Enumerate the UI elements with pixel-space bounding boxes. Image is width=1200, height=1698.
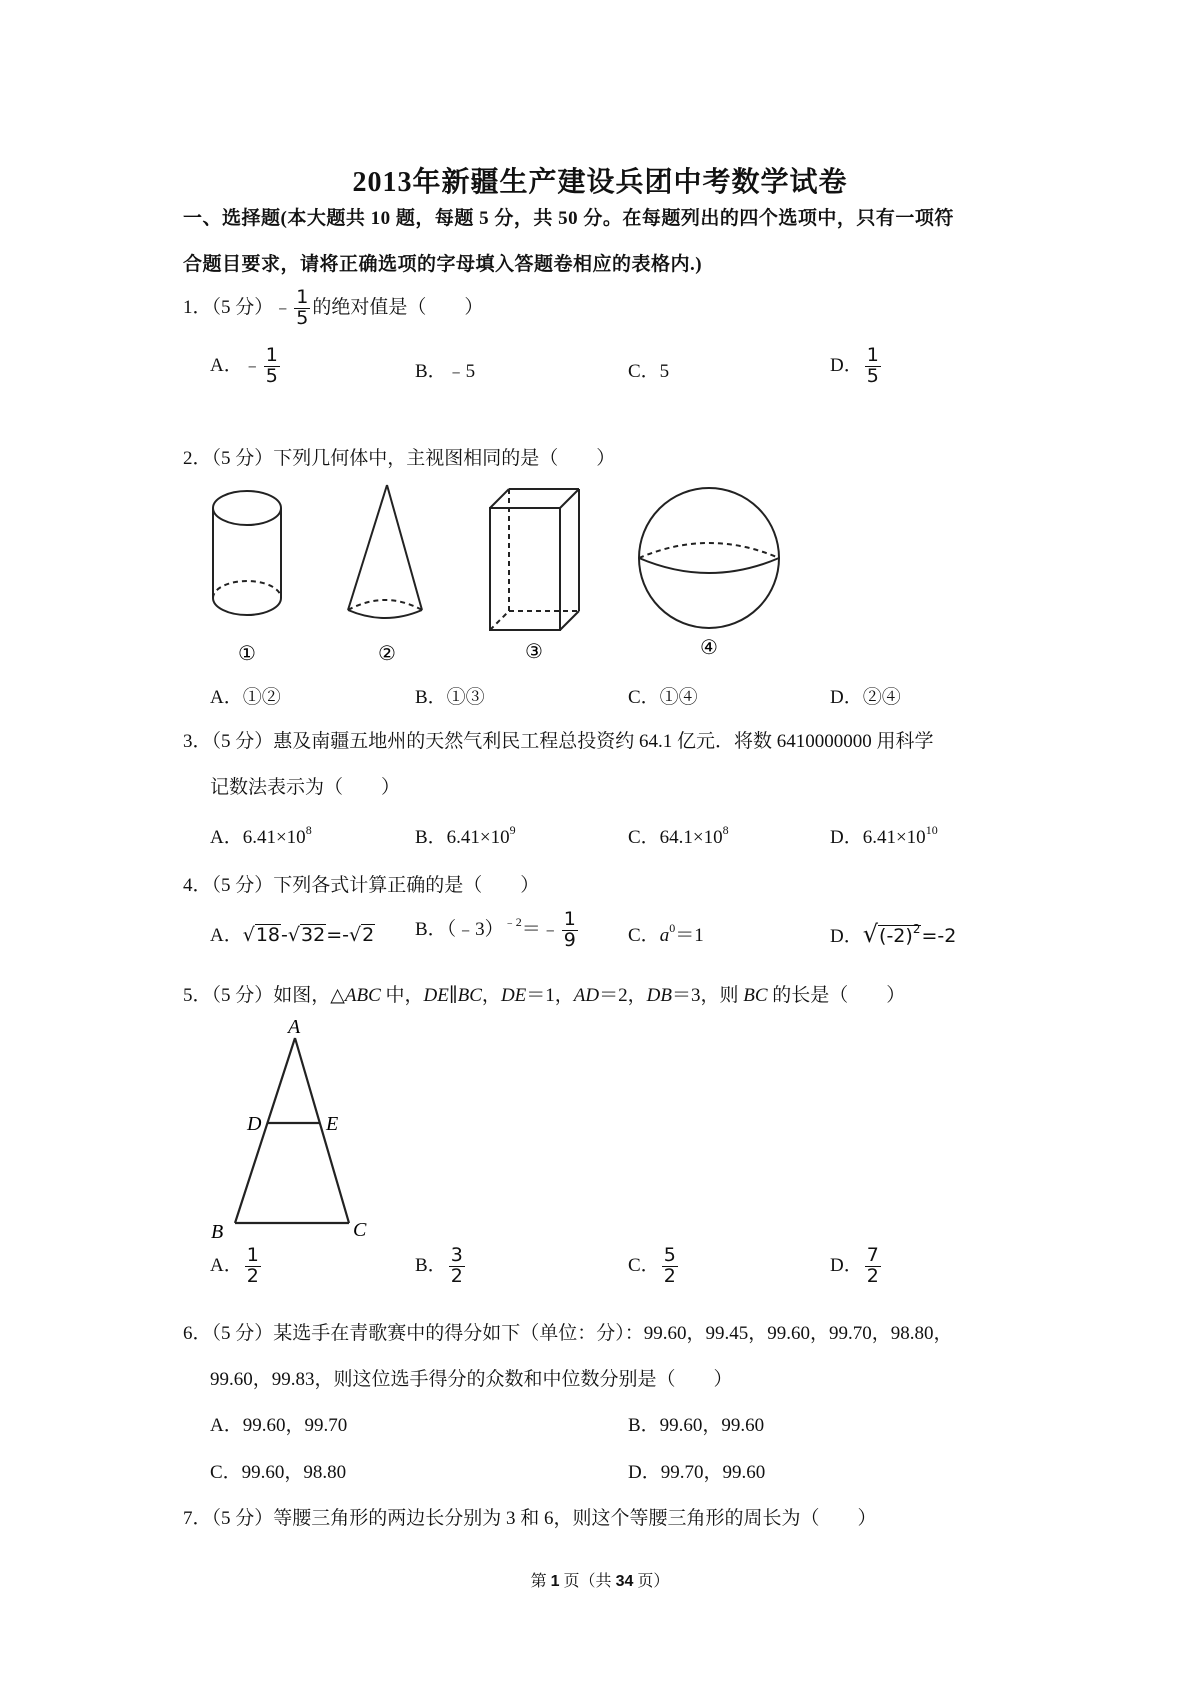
question-3-line2: 记数法表示为（ ）: [210, 777, 401, 798]
point-label-a: A: [288, 1018, 301, 1038]
q4-b-num: 1: [563, 908, 576, 930]
q1-a-fraction: [264, 346, 280, 387]
q5-d-fraction: [865, 1246, 881, 1287]
question-6-line2: 99.60，99.83，则这位选手得分的众数和中位数分别是（ ）: [210, 1369, 733, 1390]
section-heading-line1: 一、选择题(本大题共 10 题，每题 5 分，共 50 分。在每题列出的四个选项中，只有一项符: [183, 208, 954, 229]
q4-b-den: 9: [563, 928, 576, 951]
q1-a-den: 5: [265, 364, 278, 387]
q4-c-var: a: [659, 925, 670, 946]
q4-a-eq: =-: [326, 924, 349, 946]
point-label-c: C: [353, 1219, 367, 1241]
radical-icon: √: [862, 920, 879, 948]
q5-de1: DE: [423, 985, 449, 1006]
q5-d-num: 7: [866, 1244, 879, 1266]
q1-option-b[interactable]: B．﹣5: [415, 361, 476, 382]
q1-d-den: 5: [866, 364, 879, 387]
q1-prefix: 1．（5 分）: [183, 296, 274, 318]
q4-b-fraction: [562, 910, 578, 951]
q5-c-fraction: [662, 1246, 678, 1287]
page-title: 2013年新疆生产建设兵团中考数学试卷: [352, 167, 848, 198]
radical-icon: √: [287, 924, 300, 946]
fig-label-4: ④: [700, 637, 718, 659]
q3-c-base: C．64.1×10: [628, 827, 723, 848]
q5-b-den: 2: [450, 1264, 463, 1287]
q3-option-d[interactable]: [830, 822, 938, 849]
q5-c-num: 5: [663, 1244, 676, 1266]
page-footer: [0, 1568, 1200, 1591]
q5-b-fraction: [449, 1246, 465, 1287]
question-3-line1: 3．（5 分）惠及南疆五地州的天然气利民工程总投资约 64.1 亿元．将数 6410000000 用科学: [183, 731, 934, 752]
q1-d-label: D．: [830, 354, 863, 376]
q5-v1: ＝1，: [526, 985, 574, 1006]
footer-page-number: 1: [550, 1573, 560, 1590]
q6-option-b[interactable]: B．99.60，99.60: [628, 1415, 765, 1436]
q6-option-a[interactable]: A．99.60，99.70: [210, 1415, 348, 1436]
q4-c-eq: ＝1: [675, 925, 704, 946]
footer-total-pages: 34: [615, 1573, 634, 1590]
question-5-stem: [183, 980, 905, 1007]
q5-ad: AD: [573, 985, 600, 1006]
q5-de2: DE: [500, 985, 527, 1006]
q4-option-c[interactable]: [628, 920, 704, 947]
q5-b-label: B．: [415, 1254, 447, 1276]
q5-c-label: C．: [628, 1254, 660, 1276]
q5-bc2: BC: [743, 985, 768, 1006]
q1-fraction: [294, 288, 310, 329]
q5-bc1: BC: [457, 985, 482, 1006]
q3-option-c[interactable]: [628, 822, 729, 849]
radical-icon: √: [242, 924, 255, 946]
q3-option-a[interactable]: [210, 822, 312, 849]
q5-d-label: D．: [830, 1254, 863, 1276]
q5-a-num: 1: [246, 1244, 259, 1266]
q4-d-radicand: [878, 922, 921, 947]
q1-sign: ﹣: [273, 295, 293, 318]
q4-a-r3: 2: [362, 924, 375, 946]
q5-triangle-figure: [205, 1018, 385, 1243]
q4-d-eq: =-2: [921, 925, 957, 947]
q4-b-eq: ＝﹣: [521, 918, 560, 940]
q1-suffix: 的绝对值是（ ）: [312, 296, 484, 318]
q4-a-r1: 18: [255, 924, 281, 946]
q5-stem-pre: 5．（5 分）如图，△: [183, 985, 345, 1006]
q2-option-a[interactable]: A．①②: [210, 687, 281, 708]
q1-den: 5: [296, 306, 309, 329]
q5-parallel: ∥: [448, 985, 458, 1006]
q3-option-b[interactable]: [415, 822, 516, 849]
q4-c-exp: 0: [669, 921, 676, 935]
q4-d-exp: 2: [912, 922, 921, 936]
cone-figure: [348, 485, 422, 618]
point-label-d: D: [247, 1113, 262, 1135]
q4-b-exp: ﹣2: [503, 914, 522, 929]
q4-a-minus: -: [281, 924, 288, 946]
q3-c-exp: 8: [722, 823, 729, 837]
q1-option-a[interactable]: [210, 346, 282, 387]
q1-a-sign: ﹣: [242, 353, 262, 376]
radical-icon: √: [348, 924, 362, 946]
q2-option-c[interactable]: C．①④: [628, 687, 698, 708]
q5-option-d[interactable]: [830, 1246, 883, 1287]
q4-a-r2: 32: [301, 924, 326, 946]
q4-option-a[interactable]: [210, 920, 375, 947]
q3-a-exp: 8: [305, 823, 312, 837]
q2-option-d[interactable]: D．②④: [830, 687, 901, 708]
footer-post: 页）: [633, 1573, 670, 1590]
q4-d-label: D．: [830, 926, 863, 947]
fig-label-3: ③: [525, 641, 543, 663]
footer-pre: 第: [530, 1573, 551, 1590]
q5-option-b[interactable]: [415, 1246, 467, 1287]
q5-mid1: 中，: [380, 985, 424, 1006]
q3-b-exp: 9: [509, 823, 516, 837]
q5-abc: ABC: [344, 985, 381, 1006]
sphere-figure: [639, 488, 779, 628]
q4-c-label: C．: [628, 925, 660, 946]
fig-label-1: ①: [238, 643, 256, 665]
q5-b-num: 3: [450, 1244, 463, 1266]
q5-db: DB: [646, 985, 672, 1006]
q5-a-label: A．: [210, 1254, 243, 1276]
cylinder-figure: [213, 491, 281, 615]
question-2-stem: 2．（5 分）下列几何体中，主视图相同的是（ ）: [183, 448, 616, 469]
q5-c1: ，: [481, 985, 501, 1006]
q3-d-base: D．6.41×10: [830, 827, 926, 848]
question-7-stem: 7．（5 分）等腰三角形的两边长分别为 3 和 6，则这个等腰三角形的周长为（ ）: [183, 1508, 877, 1529]
q4-option-b[interactable]: [415, 910, 580, 951]
q1-option-c[interactable]: C．5: [628, 361, 670, 382]
q3-b-base: B．6.41×10: [415, 827, 510, 848]
q5-option-c[interactable]: [628, 1246, 680, 1287]
q5-c-den: 2: [663, 1264, 676, 1287]
point-label-b: B: [211, 1221, 224, 1243]
q5-option-a[interactable]: [210, 1246, 263, 1287]
q1-a-num: 1: [265, 344, 278, 366]
q6-option-c[interactable]: C．99.60，98.80: [210, 1462, 347, 1483]
q4-d-inner: (-2): [879, 925, 913, 947]
q4-b-label: B．（﹣3）: [415, 918, 504, 940]
question-6-line1: 6．（5 分）某选手在青歌赛中的得分如下（单位：分）：99.60，99.45，99.60，99.70，98.80，: [183, 1323, 953, 1344]
q6-option-d[interactable]: D．99.70，99.60: [628, 1462, 766, 1483]
q5-d-den: 2: [866, 1264, 879, 1287]
q4-a-label: A．: [210, 925, 243, 946]
q3-a-base: A．6.41×10: [210, 827, 306, 848]
fig-label-2: ②: [378, 643, 396, 665]
q3-d-exp: 10: [925, 823, 938, 837]
q5-a-den: 2: [246, 1264, 259, 1287]
cuboid-figure: [490, 489, 579, 630]
point-label-e: E: [326, 1113, 339, 1135]
q5-a-fraction: [245, 1246, 261, 1287]
section-heading-line2: 合题目要求，请将正确选项的字母填入答题卷相应的表格内.): [183, 254, 703, 275]
question-4-stem: 4．（5 分）下列各式计算正确的是（ ）: [183, 875, 540, 896]
q5-v2: ＝2，: [599, 985, 647, 1006]
q1-option-d[interactable]: [830, 346, 883, 387]
q1-d-fraction: [865, 346, 881, 387]
q5-tail: 的长是（ ）: [767, 985, 906, 1006]
q4-option-d[interactable]: [830, 920, 956, 948]
q1-num: 1: [296, 286, 309, 308]
footer-mid: 页（共: [559, 1573, 616, 1590]
q2-option-b[interactable]: B．①③: [415, 687, 485, 708]
q5-v3: ＝3，则: [671, 985, 744, 1006]
q1-a-label: A．: [210, 354, 243, 376]
q2-solids-figure: [200, 478, 800, 668]
q1-d-num: 1: [866, 344, 879, 366]
question-1: [183, 288, 483, 329]
